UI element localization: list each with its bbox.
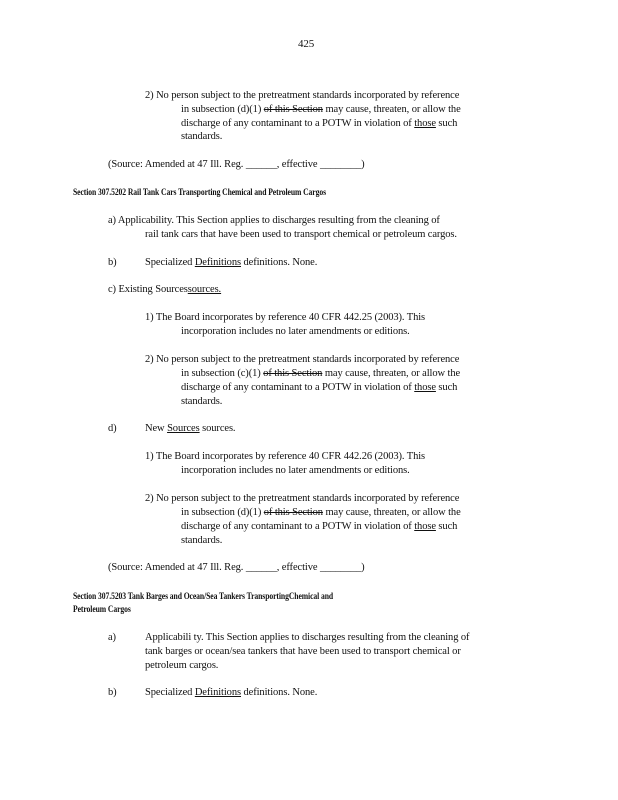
paragraph-line: incorporation includes no later amendments or editions. [181,326,410,337]
paragraph-line: rail tank cars that have been used to transport chemical or petroleum cargos. [145,229,457,240]
paragraph-line: tank barges or ocean/sea tankers that have been used to transport chemical or [145,646,461,657]
paragraph-line: Applicabili ty. This Section applies to discharges resulting from the cleaning of [145,632,470,643]
paragraph-line: discharge of any contaminant to a POTW in violation of those such [181,118,458,129]
inserted-text: Definitions [194,257,241,268]
inserted-text: sources. [187,284,222,295]
paragraph-line: 2) No person subject to the pretreatment standards incorporated by reference [145,493,460,504]
section-heading: Section 307.5203 Tank Barges and Ocean/Sea Tankers TransportingChemical and [73,591,334,601]
inserted-text: those [414,521,436,532]
struck-text: of this Section [263,104,323,115]
source-note: (Source: Amended at 47 Ill. Reg. ______, effective ________) [108,159,365,170]
paragraph-line: discharge of any contaminant to a POTW in violation of those such [181,382,458,393]
paragraph-line: discharge of any contaminant to a POTW in violation of those such [181,521,458,532]
paragraph-line: a) Applicability. This Section applies to discharges resulting from the cleaning of [108,215,440,226]
item-label: b) [108,257,117,268]
inserted-text: Definitions [194,687,241,698]
source-note: (Source: Amended at 47 Ill. Reg. ______, effective ________) [108,562,365,573]
item-label: b) [108,687,117,698]
section-heading: Section 307.5202 Rail Tank Cars Transporting Chemical and Petroleum Cargos [73,187,326,197]
item-label: d) [108,423,117,434]
paragraph-line: in subsection (c)(1) of this Section may cause, threaten, or allow the [181,368,461,379]
paragraph-line: standards. [181,396,223,407]
inserted-text: Sources [167,423,200,434]
paragraph-line: standards. [181,131,223,142]
paragraph-line: 2) No person subject to the pretreatment standards incorporated by reference [145,90,460,101]
paragraph-line: in subsection (d)(1) of this Section may cause, threaten, or allow the [181,507,461,518]
paragraph-line: 2) No person subject to the pretreatment standards incorporated by reference [145,354,460,365]
inserted-text: those [414,118,436,129]
paragraph-line: 1) The Board incorporates by reference 40 CFR 442.26 (2003). This [145,451,426,462]
paragraph-line: New Sources sources. [145,423,236,434]
paragraph-line: incorporation includes no later amendments or editions. [181,465,410,476]
paragraph-line: 1) The Board incorporates by reference 40 CFR 442.25 (2003). This [145,312,426,323]
paragraph-line: Specialized Definitions definitions. None. [145,687,318,698]
paragraph-line: standards. [181,535,223,546]
struck-text: of this Section [263,368,323,379]
struck-text: of this Section [263,507,323,518]
paragraph-line: c) Existing Sourcessources. [108,284,222,295]
paragraph-line: petroleum cargos. [145,660,219,671]
section-heading: Petroleum Cargos [73,604,131,614]
item-label: a) [108,632,116,643]
page-number: 425 [298,38,315,50]
inserted-text: those [414,382,436,393]
paragraph-line: in subsection (d)(1) of this Section may cause, threaten, or allow the [181,104,461,115]
paragraph-line: Specialized Definitions definitions. None. [145,257,318,268]
